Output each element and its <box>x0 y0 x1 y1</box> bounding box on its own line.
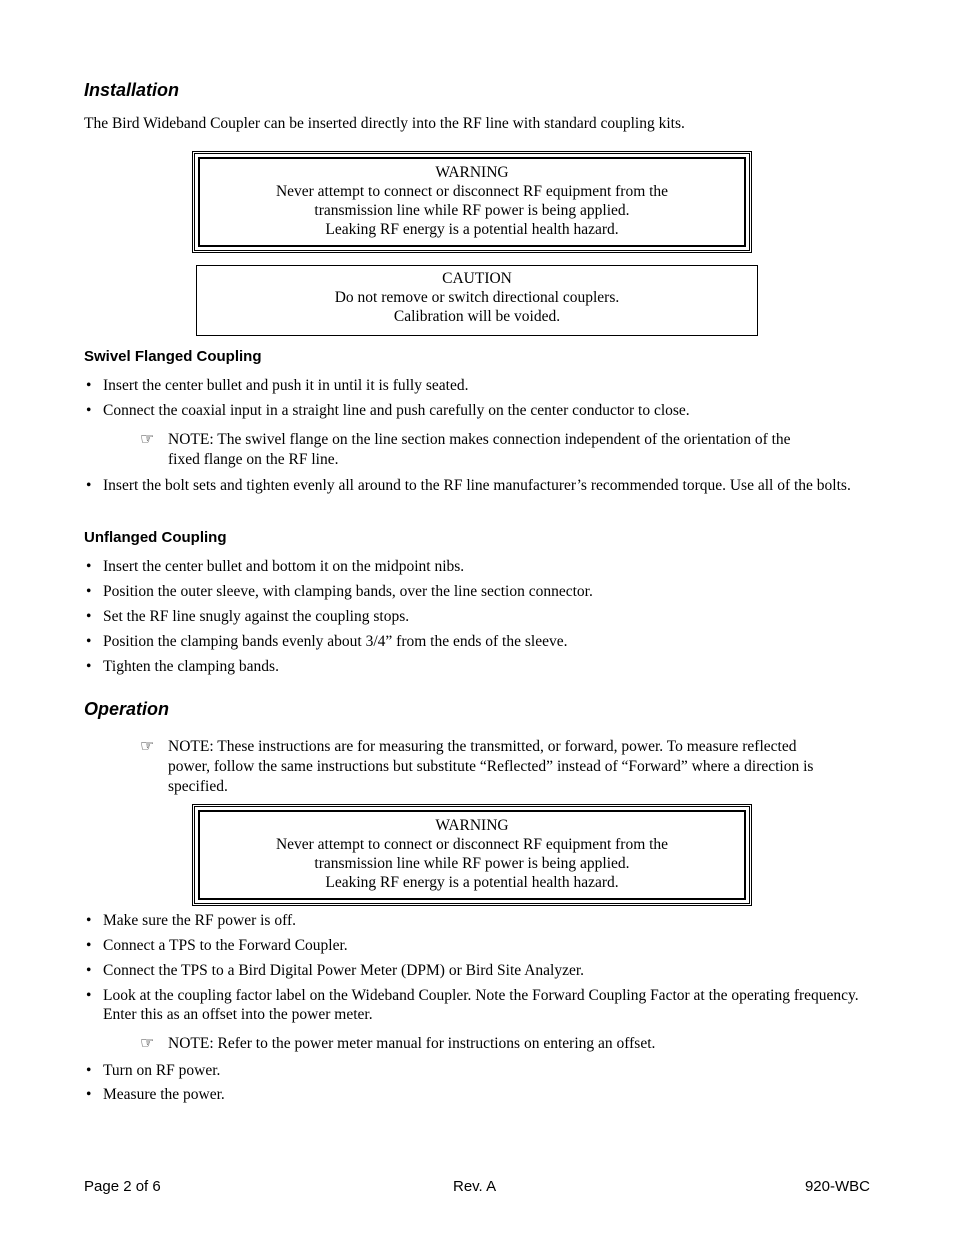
caution-line: Do not remove or switch directional couplers. <box>334 289 620 306</box>
list-item: • Make sure the RF power is off. <box>86 912 297 929</box>
list-item: • Set the RF line snugly against the coupling stops. <box>86 608 410 625</box>
warning-box-2 <box>192 804 752 906</box>
warning-line: transmission line while RF power is being applied. <box>314 202 630 219</box>
list-item: • Turn on RF power. <box>86 1062 221 1079</box>
swivel-heading: Swivel Flanged Coupling <box>84 348 262 365</box>
list-item: • Tighten the clamping bands. <box>86 658 279 675</box>
warning-line: transmission line while RF power is being applied. <box>314 855 630 872</box>
list-item: • Connect the TPS to a Bird Digital Power Meter (DPM) or Bird Site Analyzer. <box>86 962 585 979</box>
list-item: • Insert the center bullet and bottom it on the midpoint nibs. <box>86 558 465 575</box>
page-number: Page 2 of 6 <box>84 1178 161 1195</box>
operation-heading: Operation <box>84 699 170 719</box>
document-number: 920-WBC <box>804 1178 870 1195</box>
warning-title: WARNING <box>435 164 509 181</box>
list-item: • Insert the center bullet and push it in until it is fully seated. <box>86 377 469 394</box>
list-item: • Position the clamping bands evenly about 3/4” from the ends of the sleeve. <box>86 633 568 650</box>
warning-line: Never attempt to connect or disconnect RF equipment from the <box>275 836 669 853</box>
swivel-list-b <box>84 476 870 495</box>
caution-box <box>196 265 758 336</box>
operation-note-1: ☞ NOTE: These instructions are for measuring the transmitted, or forward, power. To measure reflected power, follow the same instructions but substitute “Reflected” instead of “Forward” where a direction is specified. <box>140 736 814 795</box>
list-item: • Measure the power. <box>86 1086 225 1103</box>
operation-note-2: ☞ NOTE: Refer to the power meter manual for instructions on entering an offset. <box>140 1033 656 1052</box>
pointing-hand-icon: ☞ <box>140 1033 155 1052</box>
warning-box-1 <box>192 151 752 253</box>
warning-line: Never attempt to connect or disconnect RF equipment from the <box>275 183 669 200</box>
warning-line: Leaking RF energy is a potential health hazard. <box>325 874 619 891</box>
list-item: • Connect the coaxial input in a straight line and push carefully on the center conductor to close. <box>86 402 690 419</box>
operation-list-b <box>84 1061 870 1104</box>
caution-title: CAUTION <box>442 270 512 287</box>
caution-line: Calibration will be voided. <box>393 308 561 325</box>
list-item: • Insert the bolt sets and tighten evenly all around to the RF line manufacturer’s recommended torque. Use all of the bolts. <box>86 477 851 494</box>
list-item: • Connect a TPS to the Forward Coupler. <box>86 937 348 954</box>
pointing-hand-icon: ☞ <box>140 736 155 755</box>
pointing-hand-icon: ☞ <box>140 429 155 448</box>
list-item: • Position the outer sleeve, with clamping bands, over the line section connector. <box>86 583 593 600</box>
revision: Rev. A <box>453 1178 497 1195</box>
unflanged-heading: Unflanged Coupling <box>84 529 227 546</box>
warning-line: Leaking RF energy is a potential health hazard. <box>325 221 619 238</box>
swivel-list-a <box>84 376 870 420</box>
installation-intro: The Bird Wideband Coupler can be inserted directly into the RF line with standard coupling kits. <box>84 115 685 132</box>
swivel-note: ☞ NOTE: The swivel flange on the line section makes connection independent of the orientation of the fixed flange on the RF line. <box>140 429 791 468</box>
installation-heading: Installation <box>84 80 180 100</box>
list-item: • Look at the coupling factor label on the Wideband Coupler. Note the Forward Coupling Factor at the operating frequency. Enter this as an offset into the power meter. <box>86 987 859 1023</box>
warning-title: WARNING <box>435 817 509 834</box>
unflanged-list <box>84 557 870 676</box>
operation-list-a <box>84 911 870 1024</box>
